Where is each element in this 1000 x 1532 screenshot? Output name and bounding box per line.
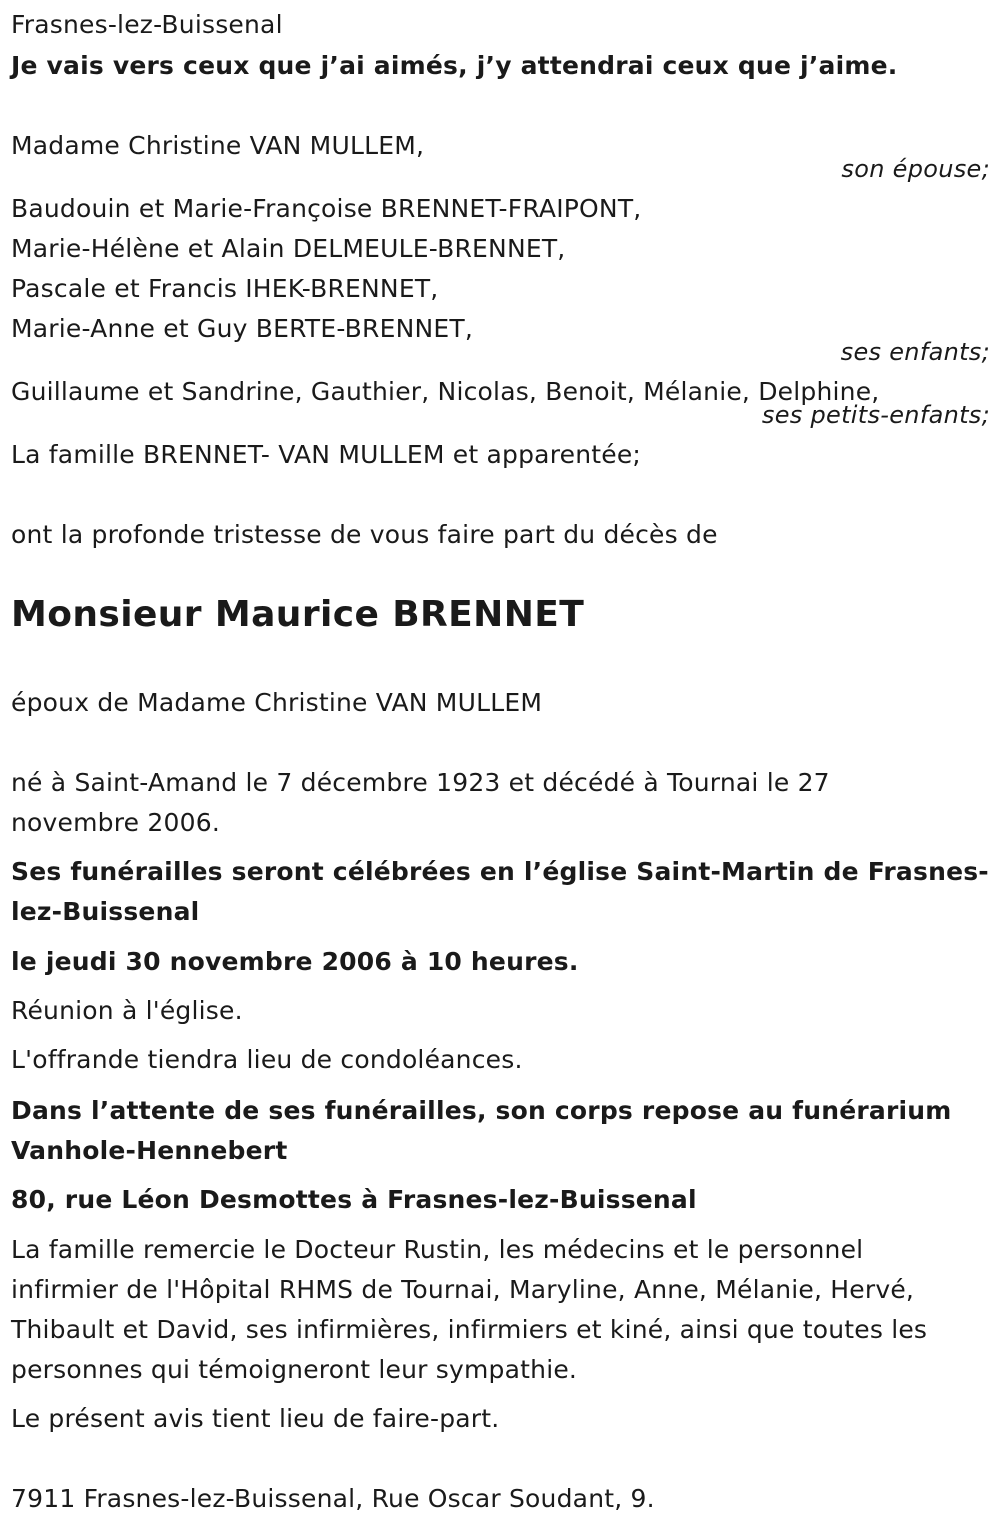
deceased-spouse-of: époux de Madame Christine VAN MULLEM [11,688,543,717]
repose-line-2: Vanhole-Hennebert [11,1136,288,1165]
birth-death-line-2: novembre 2006. [11,808,220,837]
spouse-relation: son épouse; [841,155,990,183]
header-place: Frasnes-lez-Buissenal [11,10,283,39]
thanks-line-1: La famille remercie le Docteur Rustin, les médecins et le personnel [11,1235,864,1264]
child-line-4: Marie-Anne et Guy BERTE-BRENNET, [11,314,474,343]
birth-death-line-1: né à Saint-Amand le 7 décembre 1923 et décédé à Tournai le 27 [11,768,830,797]
header-quote: Je vais vers ceux que j’ai aimés, j’y attendrai ceux que j’aime. [11,51,898,80]
deceased-name: Monsieur Maurice BRENNET [11,594,585,635]
thanks-line-2: infirmier de l'Hôpital RHMS de Tournai, Maryline, Anne, Mélanie, Hervé, [11,1275,915,1304]
thanks-line-3: Thibault et David, ses infirmières, infirmiers et kiné, ainsi que toutes les [11,1315,928,1344]
extended-family: La famille BRENNET- VAN MULLEM et apparentée; [11,440,642,469]
repose-line-1: Dans l’attente de ses funérailles, son corps repose au funérarium [11,1096,952,1125]
spouse-name: Madame Christine VAN MULLEM, [11,131,425,160]
child-line-2: Marie-Hélène et Alain DELMEULE-BRENNET, [11,234,566,263]
grandchildren-relation: ses petits-enfants; [761,401,990,429]
funeral-meeting: Réunion à l'église. [11,996,243,1025]
grandchildren-names: Guillaume et Sandrine, Gauthier, Nicolas, Benoit, Mélanie, Delphine, [11,377,880,406]
funeral-church-line-2: lez-Buissenal [11,897,200,926]
child-line-1: Baudouin et Marie-Françoise BRENNET-FRAIPONT, [11,194,642,223]
child-line-3: Pascale et Francis IHEK-BRENNET, [11,274,439,303]
faire-part-notice: Le présent avis tient lieu de faire-part. [11,1404,500,1433]
funerarium-address: 80, rue Léon Desmottes à Frasnes-lez-Buissenal [11,1185,697,1214]
children-relation: ses enfants; [840,338,990,366]
funeral-offering: L'offrande tiendra lieu de condoléances. [11,1045,523,1074]
funeral-datetime: le jeudi 30 novembre 2006 à 10 heures. [11,947,579,976]
thanks-line-4: personnes qui témoigneront leur sympathie. [11,1355,578,1384]
funeral-church-line-1: Ses funérailles seront célébrées en l’église Saint-Martin de Frasnes- [11,857,989,886]
family-address: 7911 Frasnes-lez-Buissenal, Rue Oscar Soudant, 9. [11,1484,655,1513]
announcement-text: ont la profonde tristesse de vous faire part du décès de [11,520,718,549]
